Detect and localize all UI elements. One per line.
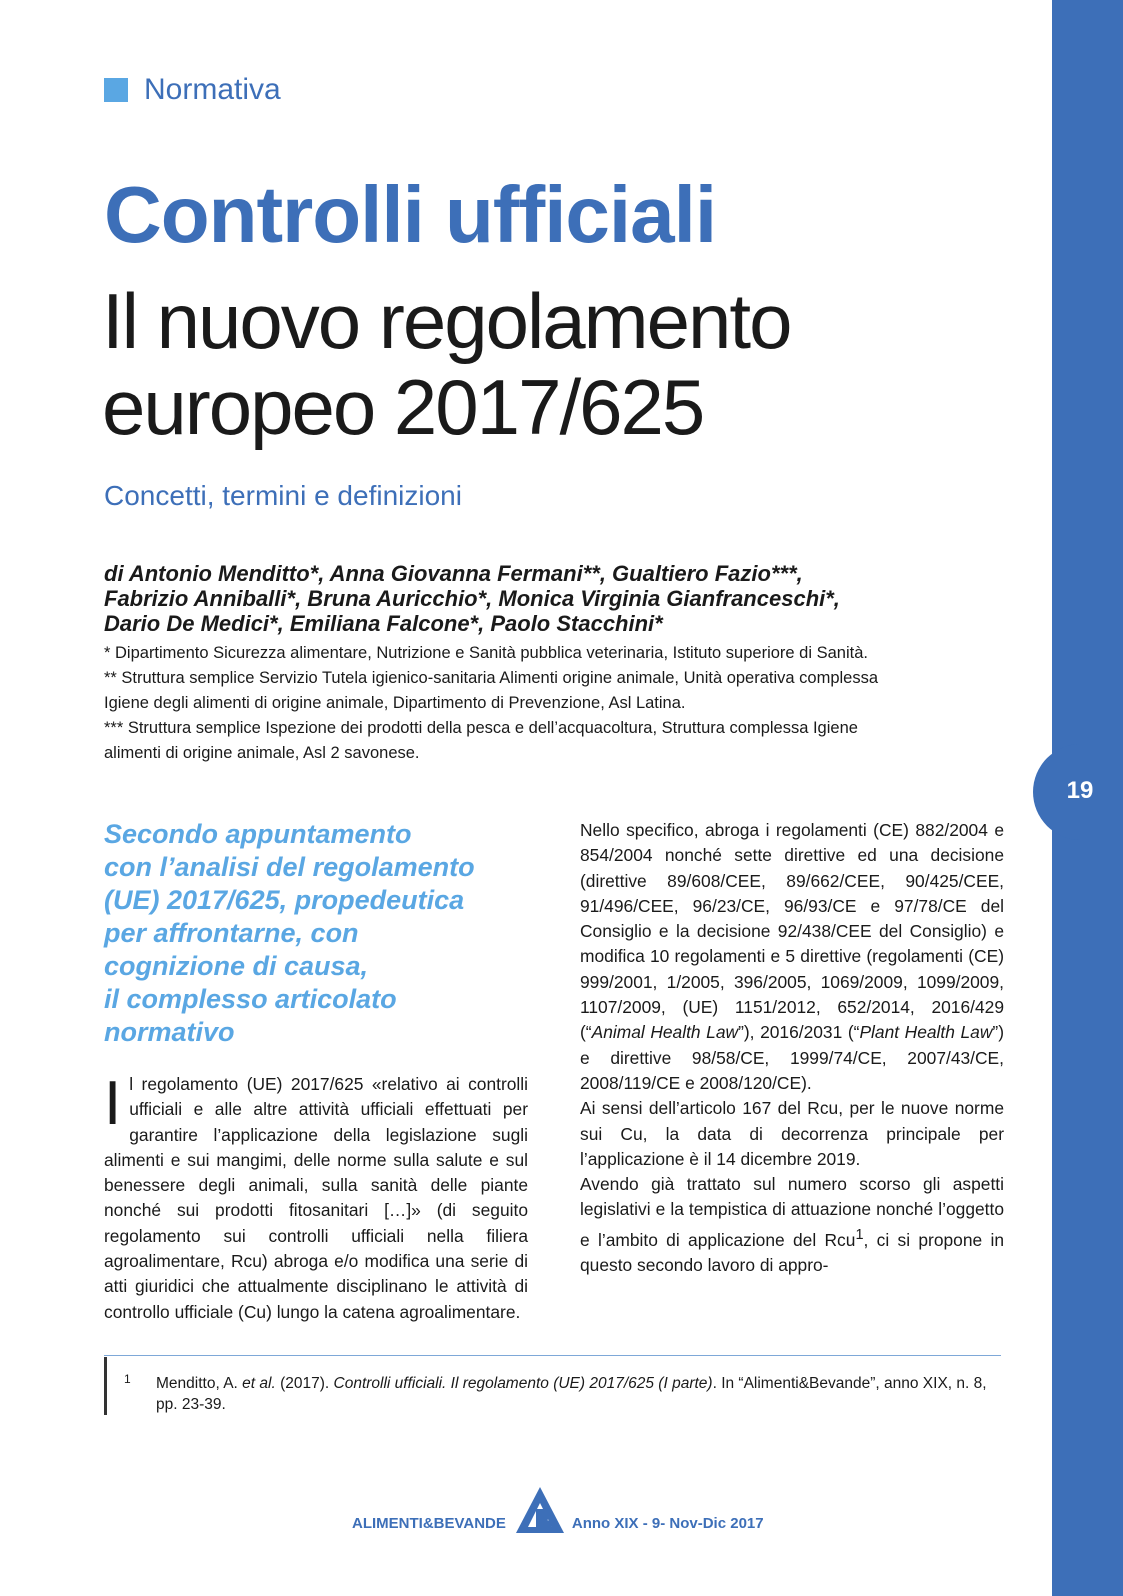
lead-line: normativo <box>104 1017 235 1047</box>
footnote-number: 1 <box>124 1372 131 1386</box>
lead-line: Secondo appuntamento <box>104 819 412 849</box>
body-paragraph: Ai sensi dell’articolo 167 del Rcu, per le nuove norme sui Cu, la data di decorrenza principale per l’applicazione è il 14 dicembre 2019. <box>580 1098 1004 1169</box>
footnote <box>124 1373 1004 1415</box>
page-footer <box>352 1485 852 1535</box>
footnote-text <box>156 1373 1004 1415</box>
affiliation-line: *** Struttura semplice Ispezione dei prodotti della pesca e dell’acquacoltura, Struttura complessa Igiene <box>104 719 858 737</box>
italic-text: Animal Health Law <box>591 1022 739 1043</box>
magazine-logo-icon <box>512 1485 568 1535</box>
lead-paragraph <box>104 818 544 1049</box>
article-subtitle-heading <box>102 278 1022 450</box>
affiliation-list <box>104 641 1004 766</box>
body-column-right <box>580 818 1004 1278</box>
section-header <box>104 72 281 108</box>
text-run: , ci si propone in questo secondo lavoro di appro- <box>580 1229 1005 1275</box>
body-paragraph <box>580 1172 1004 1278</box>
section-label: Normativa <box>144 73 281 106</box>
footnote-bar <box>104 1357 107 1415</box>
text-run: ”), 2016/2031 (“ <box>738 1022 860 1043</box>
article-kicker: Concetti, termini e definizioni <box>104 480 462 511</box>
affiliation-line: alimenti di origine animale, Asl 2 savonese. <box>104 744 420 762</box>
lead-line: (UE) 2017/625, propedeutica <box>104 885 465 915</box>
body-column-left <box>104 1069 528 1325</box>
text-run: Menditto, A. <box>156 1375 243 1392</box>
title-sub-line: Il nuovo regolamento <box>102 277 791 365</box>
title-sub-line: europeo 2017/625 <box>102 363 704 451</box>
drop-cap: I <box>104 1069 122 1138</box>
affiliation-line: * Dipartimento Sicurezza alimentare, Nutrizione e Sanità pubblica veterinaria, Istituto superiore di Sanità. <box>104 644 868 662</box>
italic-text: Controlli ufficiali. Il regolamento (UE) 2017/625 (I parte) <box>333 1375 713 1392</box>
text-run: . In “Alimenti&Bevande”, anno XIX, n. 8, pp. 23-39. <box>156 1375 987 1413</box>
text-run: Nello specifico, abroga i regolamenti (CE) 882/2004 e 854/2004 nonché sette direttive ed una decisione (direttive 89/608/CEE, 89/662/CEE, 90/425/CEE, 91/496/CEE, 96/23/CE, 96/93/CE e 97/78/CE del Consiglio e la decisione 92/438/CEE del Consiglio) e modifica 10 regolamenti e 5 direttive (regolamenti (CE) 999/2001, 1/2005, 396/2005, 1069/2009, 1099/2009, 1107/2009, (UE) 1151/2012, 652/2014, 2016/429 (“ <box>580 820 1004 1043</box>
footnote-reference[interactable]: 1 <box>855 1226 864 1243</box>
author-line: Dario De Medici*, Emiliana Falcone*, Paolo Stacchini* <box>104 611 663 636</box>
author-list <box>104 561 1004 636</box>
footer-issue: Anno XIX - 9- Nov-Dic 2017 <box>571 1515 764 1532</box>
lead-line: il complesso articolato <box>104 984 397 1014</box>
author-line: Fabrizio Anniballi*, Bruna Auricchio*, Monica Virginia Gianfranceschi*, <box>104 586 840 611</box>
lead-line: con l’analisi del regolamento <box>104 852 475 882</box>
footnote-divider <box>104 1355 1001 1356</box>
text-run: (2017). <box>275 1375 334 1392</box>
text-run: ”) e direttive 98/58/CE, 1999/74/CE, 2007/43/CE, 2008/119/CE e 2008/120/CE). <box>580 1022 1004 1093</box>
affiliation-line: ** Struttura semplice Servizio Tutela igienico-sanitaria Alimenti origine animale, Unità operativa complessa <box>104 669 879 687</box>
lead-line: per affrontarne, con <box>104 918 359 948</box>
affiliation-line: Igiene degli alimenti di origine animale, Dipartimento di Prevenzione, Asl Latina. <box>104 694 686 712</box>
italic-text: Plant Health Law <box>859 1022 993 1043</box>
body-paragraph: l regolamento (UE) 2017/625 «relativo ai controlli ufficiali e alle altre attività ufficiali effettuati per garantire l’applicazione della legislazione sugli alimenti e sui mangimi, delle norme sulla salute e sul benessere degli animali, sulla sanità delle piante nonché sui prodotti fitosanitari […]» (di seguito regolamento sui controlli ufficiali nella filiera agroalimentare, Rcu) abroga e/o modifica una serie di atti giuridici che attualmente disciplinano le attività di controllo ufficiale (Cu) lungo la catena agroalimentare. <box>104 1074 528 1322</box>
italic-text: et al. <box>242 1375 276 1392</box>
body-paragraph <box>580 818 1004 1096</box>
author-line: di Antonio Menditto*, Anna Giovanna Fermani**, Gualtiero Fazio***, <box>104 561 803 586</box>
text-run: Avendo già trattato sul numero scorso gli aspetti legislativi e la tempistica di attuazione nonché l’oggetto e l’ambito di applicazione del Rcu <box>580 1174 1004 1250</box>
lead-line: cognizione di causa, <box>104 951 369 981</box>
footer-brand: ALIMENTI&BEVANDE <box>352 1515 506 1532</box>
page-number: 19 <box>1066 777 1094 804</box>
article-title: Controlli ufficiali <box>104 170 717 259</box>
section-square-icon <box>104 78 128 102</box>
